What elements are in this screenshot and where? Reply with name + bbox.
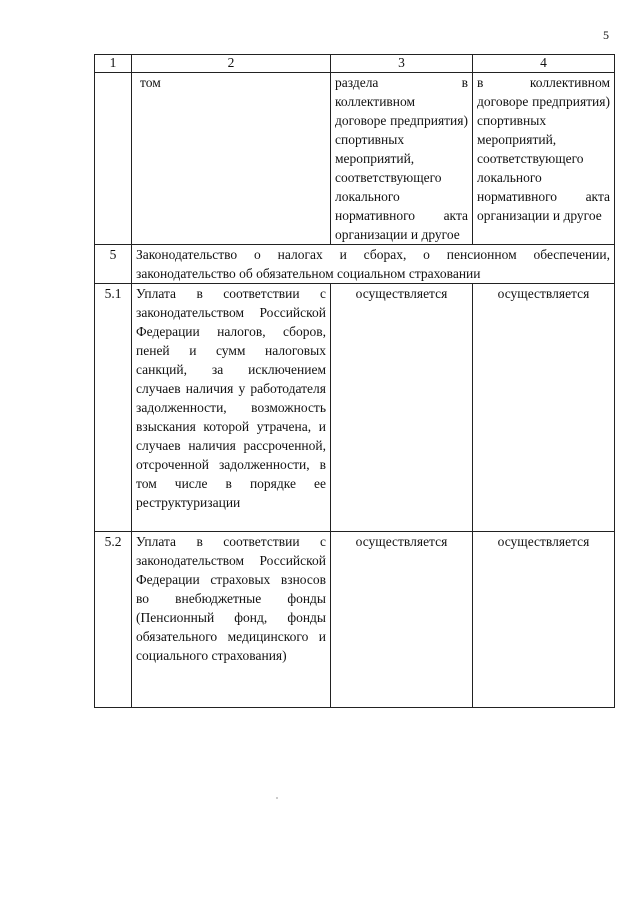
row-5-2-description: Уплата в соответствии с законодательством Российской Федерации страховых взносов во внебюджетные фонды (Пенсионный фонд, фонды обязательного медицинского и социального страхования) (132, 532, 331, 708)
continuation-col2-cell: том (132, 73, 331, 245)
table-row-continuation (95, 73, 615, 245)
table-row-5-2 (95, 532, 615, 708)
section-5-num: 5 (95, 245, 132, 284)
table-header-row (95, 55, 615, 73)
header-col-2: 2 (132, 55, 331, 73)
scan-speck (276, 797, 278, 799)
row-5-1-num: 5.1 (95, 284, 132, 532)
page-number: 5 (603, 28, 609, 42)
row-5-1-col3-status: осуществляется (331, 284, 473, 532)
continuation-num-cell (95, 73, 132, 245)
table-row-section-5 (95, 245, 615, 284)
continuation-col3-cell: раздела в коллективном договоре предприятия) спортивных мероприятий, соответствующего локального нормативного акта организации и другое (331, 73, 473, 245)
continuation-col4-cell: в коллективном договоре предприятия) спортивных мероприятий, соответствующего локального нормативного акта организации и другое (473, 73, 615, 245)
row-5-2-num: 5.2 (95, 532, 132, 708)
requirements-table (94, 54, 615, 708)
row-5-1-col4-status: осуществляется (473, 284, 615, 532)
row-5-1-description: Уплата в соответствии с законодательством Российской Федерации налогов, сборов, пеней и сумм налоговых санкций, за исключением случаев наличия у работодателя задолженности, возможность взыскания которой утрачена, и случаев наличия рассроченной, отсроченной задолженности, в том числе в порядке ее реструктуризации (132, 284, 331, 532)
row-5-2-col3-status: осуществляется (331, 532, 473, 708)
header-col-4: 4 (473, 55, 615, 73)
section-5-title: Законодательство о налогах и сборах, о пенсионном обеспечении, законодательство об обязательном социальном страховании (132, 245, 615, 284)
row-5-2-col4-status: осуществляется (473, 532, 615, 708)
header-col-1: 1 (95, 55, 132, 73)
header-col-3: 3 (331, 55, 473, 73)
table-row-5-1 (95, 284, 615, 532)
